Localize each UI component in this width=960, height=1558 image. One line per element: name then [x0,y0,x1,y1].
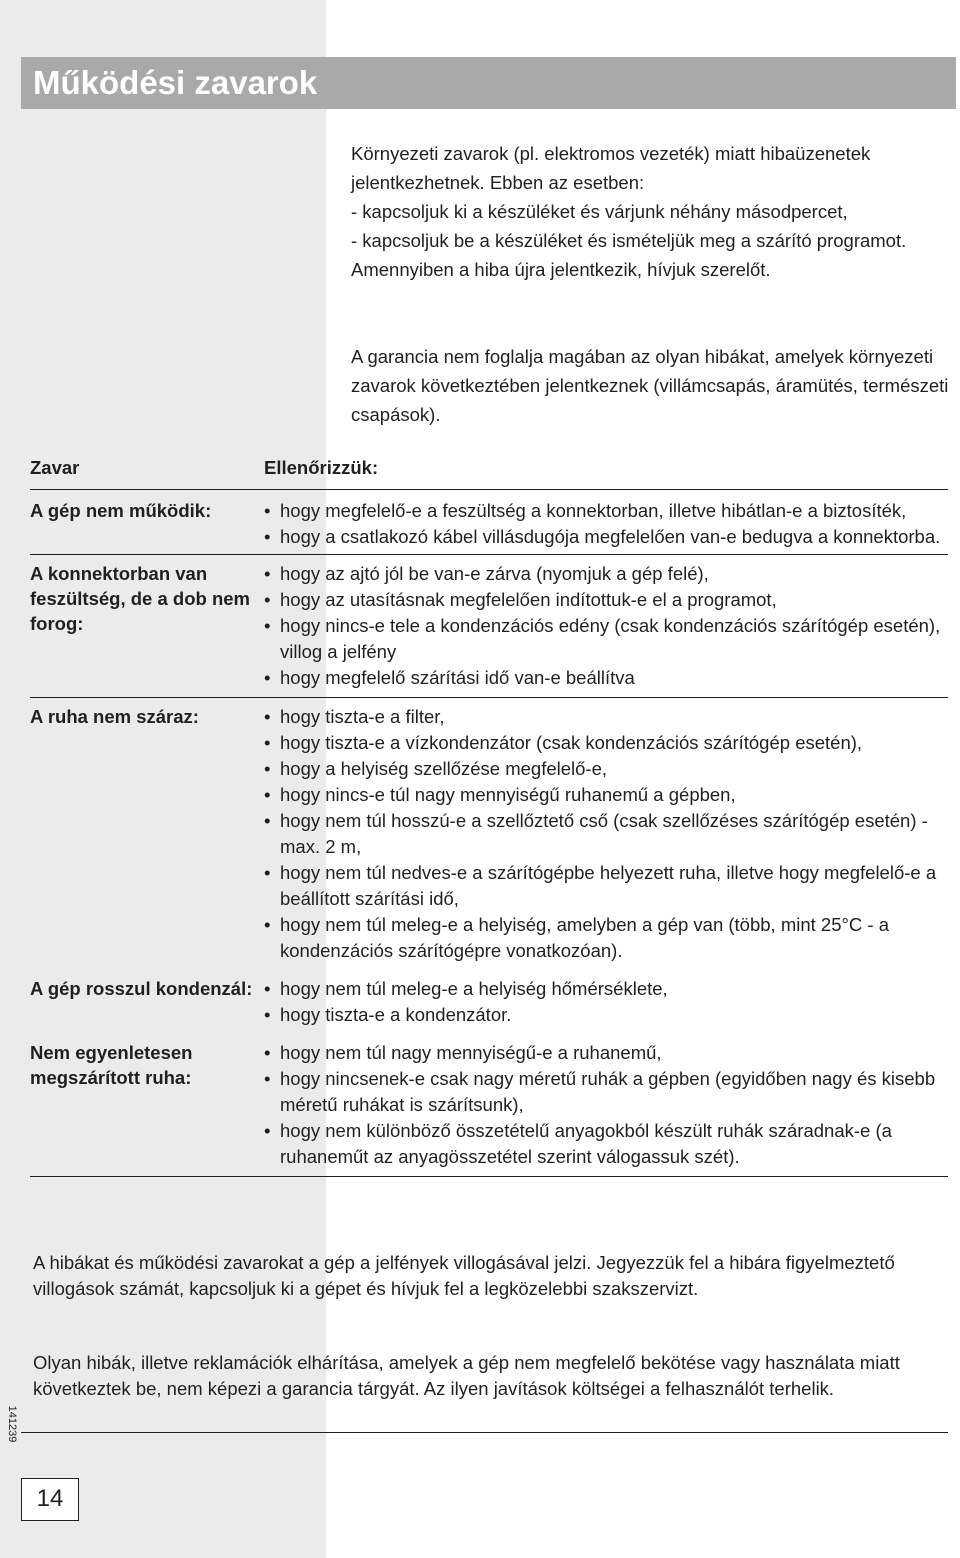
footer-text: A hibákat és működési zavarokat a gép a jelfények villogásával jelzi. Jegyezzük fel a hibára figyelmeztető villogások számát, kapcsoljuk ki a gépet és hívjuk fel a legközelebbi szakszervizt. [33,1252,895,1299]
check-item: • hogy nincs-e túl nagy mennyiségű ruhanemű a gépben, [264,782,948,808]
check-item: • hogy nincsenek-e csak nagy méretű ruhák a gépben (egyidőben nagy és kisebb méretű ruhákat is szárítsunk), [264,1066,948,1118]
table-row [30,968,948,1032]
check-item: • hogy az utasításnak megfelelően indítottuk-e el a programot, [264,587,948,613]
bottom-divider [21,1432,948,1433]
check-item: • hogy megfelelő-e a feszültség a konnektorban, illetve hibátlan-e a biztosíték, [264,498,948,524]
row-cause: A ruha nem száraz: [30,706,199,727]
row-cause: A konnektorban van feszültség, de a dob nem forog: [30,563,250,634]
header-cause: Zavar [30,457,80,478]
header-check: Ellenőrizzük: [264,457,379,478]
page-title: Működési zavarok [21,57,956,109]
table-row [30,1032,948,1177]
check-item: • hogy nem túl meleg-e a helyiség, amelyben a gép van (több, mint 25°C - a kondenzációs szárítógépre vonatkozóan). [264,912,948,964]
table-row [30,555,948,698]
troubleshooting-table [30,455,948,1177]
footer-paragraph-2 [33,1350,933,1401]
document-code: 141239 [6,1405,18,1443]
row-cause: Nem egyenletesen megszárított ruha: [30,1042,193,1088]
row-checks [264,1040,948,1170]
intro-paragraph-2 [351,342,951,429]
page-number: 14 [21,1478,79,1521]
intro-text: Környezeti zavarok (pl. elektromos vezeték) miatt hibaüzenetek jelentkezhetnek. Ebben az esetben: [351,143,871,193]
intro-step-1: - kapcsoljuk ki a készüléket és várjunk néhány másodpercet, [351,201,848,222]
row-checks [264,976,948,1028]
row-cause: A gép nem működik: [30,500,212,521]
check-item: • hogy tiszta-e a filter, [264,704,948,730]
intro-paragraph-1 [351,139,951,284]
row-checks [264,704,948,964]
check-item: • hogy nem túl meleg-e a helyiség hőmérséklete, [264,976,948,1002]
check-item: • hogy nem túl nagy mennyiségű-e a ruhanemű, [264,1040,948,1066]
check-item: • hogy nem különböző összetételű anyagokból készült ruhák száradnak-e (a ruhaneműt az anyagösszetétel szerint válogassuk szét). [264,1118,948,1170]
check-item: • hogy nincs-e tele a kondenzációs edény (csak kondenzációs szárítógép esetén), villog a jelfény [264,613,948,665]
check-item: • hogy az ajtó jól be van-e zárva (nyomjuk a gép felé), [264,561,948,587]
row-checks [264,498,948,550]
row-cause: A gép rosszul kondenzál: [30,978,253,999]
intro-note: Amennyiben a hiba újra jelentkezik, hívjuk szerelőt. [351,259,771,280]
check-item: • hogy megfelelő szárítási idő van-e beállítva [264,665,948,691]
footer-text: Olyan hibák, illetve reklamációk elhárítása, amelyek a gép nem megfelelő bekötése vagy használata miatt következtek be, nem képezi a garancia tárgyát. Az ilyen javítások költségei a felhasználót terhelik. [33,1352,900,1399]
check-item: • hogy tiszta-e a vízkondenzátor (csak kondenzációs szárítógép esetén), [264,730,948,756]
table-header [30,455,948,490]
check-item: • hogy a csatlakozó kábel villásdugója megfelelően van-e bedugva a konnektorba. [264,524,948,550]
row-checks [264,561,948,691]
check-item: • hogy nem túl hosszú-e a szellőztető cső (csak szellőzéses szárítógép esetén) - max. 2 m, [264,808,948,860]
check-item: • hogy tiszta-e a kondenzátor. [264,1002,948,1028]
check-item: • hogy a helyiség szellőzése megfelelő-e, [264,756,948,782]
check-item: • hogy nem túl nedves-e a szárítógépbe helyezett ruha, illetve hogy megfelelő-e a beállított szárítási idő, [264,860,948,912]
intro-step-2: - kapcsoljuk be a készüléket és ismételjük meg a szárító programot. [351,230,907,251]
footer-paragraph-1 [33,1250,933,1301]
table-row [30,698,948,968]
warranty-note: A garancia nem foglalja magában az olyan hibákat, amelyek környezeti zavarok következtében jelentkeznek (villámcsapás, áramütés, természeti csapások). [351,346,949,425]
table-row [30,490,948,555]
